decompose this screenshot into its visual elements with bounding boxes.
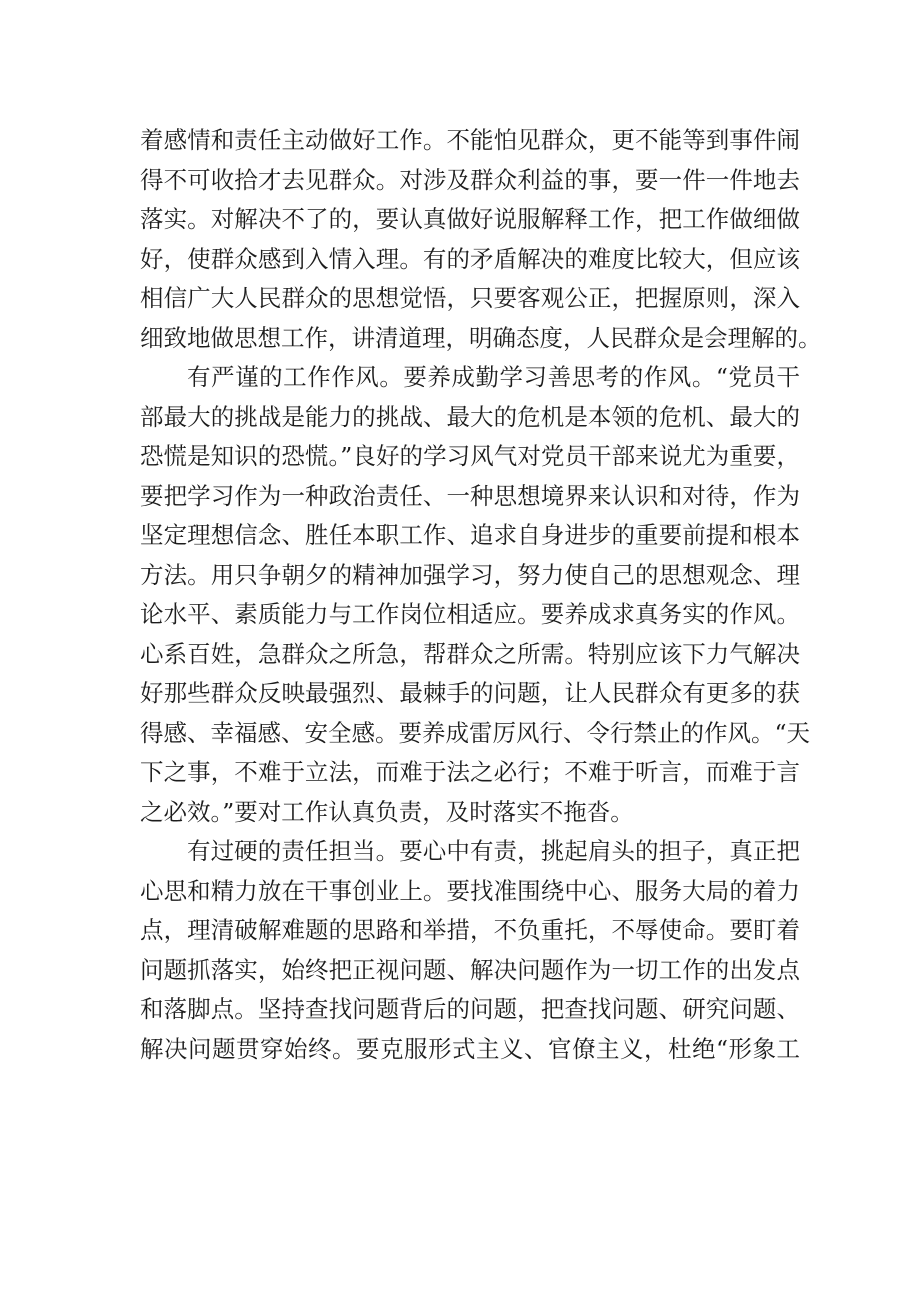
text-line: 好那些群众反映最强烈、最棘手的问题，让人民群众有更多的获 (140, 679, 800, 707)
text-line: 得不可收拾才去见群众。对涉及群众利益的事，要一件一件地去 (140, 165, 800, 194)
text-line: 要把学习作为一种政治责任、一种思想境界来认识和对待，作为 (140, 481, 800, 510)
text-line: 点，理清破解难题的思路和举措，不负重托，不辱使命。要盯着 (140, 916, 800, 944)
text-line: 问题抓落实，始终把正视问题、解决问题作为一切工作的出发点 (140, 955, 800, 984)
paragraph-start-line: 有严谨的工作作风。要养成勤学习善思考的作风。“党员干 (187, 363, 800, 391)
text-line: 心系百姓，急群众之所急，帮群众之所需。特别应该下力气解决 (140, 639, 800, 668)
text-line: 下之事，不难于立法，而难于法之必行；不难于听言，而难于言 (140, 758, 800, 786)
text-line: 得感、幸福感、安全感。要养成雷厉风行、令行禁止的作风。“天 (140, 718, 811, 747)
text-line: 部最大的挑战是能力的挑战、最大的危机是本领的危机、最大的 (140, 402, 800, 431)
text-line: 解决问题贯穿始终。要克服形式主义、官僚主义，杜绝“形象工 (140, 1034, 800, 1063)
text-line: 落实。对解决不了的，要认真做好说服解释工作，把工作做细做 (140, 205, 800, 233)
text-line: 和落脚点。坚持查找问题背后的问题，把查找问题、研究问题、 (140, 995, 800, 1023)
text-line: 相信广大人民群众的思想觉悟，只要客观公正，把握原则，深入 (140, 284, 800, 312)
body-text (140, 121, 822, 1069)
paragraph-start-line: 有过硬的责任担当。要心中有责，挑起肩头的担子，真正把 (187, 837, 800, 865)
text-line: 好，使群众感到入情入理。有的矛盾解决的难度比较大，但应该 (140, 244, 800, 273)
text-line: 论水平、素质能力与工作岗位相适应。要养成求真务实的作风。 (140, 600, 800, 628)
text-line: 之必效。”要对工作认真负责，及时落实不拖沓。 (140, 797, 634, 826)
text-line: 坚定理想信念、胜任本职工作、追求自身进步的重要前提和根本 (140, 521, 800, 549)
text-line: 方法。用只争朝夕的精神加强学习，努力使自己的思想观念、理 (140, 560, 800, 589)
text-line: 着感情和责任主动做好工作。不能怕见群众，更不能等到事件闹 (140, 126, 800, 154)
text-line: 细致地做思想工作，讲清道理，明确态度，人民群众是会理解的。 (140, 323, 822, 352)
text-line: 心思和精力放在干事创业上。要找准围绕中心、服务大局的着力 (140, 876, 800, 905)
text-line: 恐慌是知识的恐慌。”良好的学习风气对党员干部来说尤为重要， (140, 442, 800, 470)
